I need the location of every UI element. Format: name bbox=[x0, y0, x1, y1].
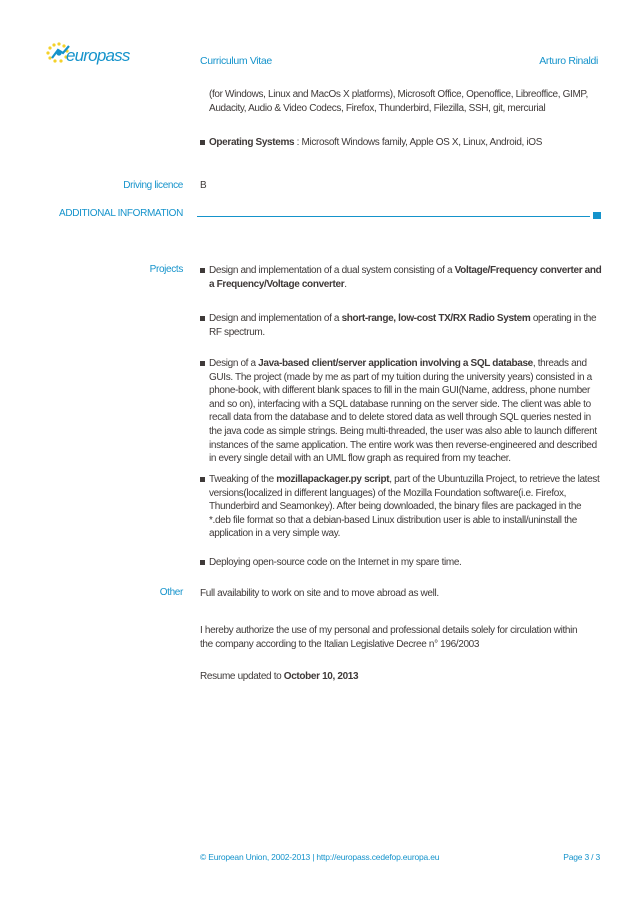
os-item: Operating Systems : Microsoft Windows family, Apple OS X, Linux, Android, iOS bbox=[209, 137, 543, 148]
bullet-icon bbox=[200, 361, 205, 366]
project-item: Deploying open-source code on the Internet in my spare time. bbox=[209, 557, 462, 568]
europass-logo-text: europass bbox=[66, 46, 130, 65]
other-label: Other bbox=[159, 587, 183, 598]
footer-copyright: © European Union, 2002-2013 | http://europass.cedefop.europa.eu bbox=[200, 852, 440, 862]
project-item: Design and implementation of a short-range, low-cost TX/RX Radio System operating in the RF spectrum. bbox=[209, 313, 597, 338]
footer-page-number: Page 3 / 3 bbox=[563, 852, 600, 862]
driving-licence-value: B bbox=[200, 180, 207, 191]
project-item: Design and implementation of a dual system consisting of a Voltage/Frequency converter and a Frequency/Voltage converter. bbox=[209, 265, 602, 290]
bullet-icon bbox=[200, 140, 205, 145]
section-divider bbox=[197, 216, 590, 217]
availability-text: Full availability to work on site and to move abroad as well. bbox=[200, 588, 439, 599]
cv-title: Curriculum Vitae bbox=[200, 55, 272, 67]
bullet-icon bbox=[200, 560, 205, 565]
project-item: Tweaking of the mozillapackager.py script, part of the Ubuntuzilla Project, to retrieve the latest versions(localized in different languages) of the Mozilla Foundation software(i.e. Firefox, Thunderbird and Seamonkey). After being downloaded, the binary files are packaged in the *.deb file format so that a debian-based Linux distribution user is able to install/uninstall the application in a very simple way. bbox=[209, 474, 600, 540]
section-title: ADDITIONAL INFORMATION bbox=[59, 208, 183, 219]
bullet-icon bbox=[200, 316, 205, 321]
projects-label: Projects bbox=[149, 264, 183, 275]
europass-logo bbox=[44, 40, 144, 70]
person-name: Arturo Rinaldi bbox=[539, 55, 598, 67]
project-item: Design of a Java-based client/server application involving a SQL database, threads and GUIs. The project (made by me as part of my tuition during the university years) consisted in a phone-book, with different blank spaces to fill in the main GUI(Name, address, phone number and so on), interfacing with a SQL database running on the server side. The client was able to recall data from the database and to delete stored data as well through SQL queries nested in the java code as simple strings. Being multi-threaded, the user was also able to launch different instances of the same application. The entire work was then reverse-engineered and described in every single detail with an UML flow graph as required from my teacher. bbox=[209, 358, 597, 465]
resume-updated: Resume updated to October 10, 2013 bbox=[200, 671, 359, 682]
authorization-text: I hereby authorize the use of my personal and professional details solely for circulation within the company according to the Italian Legislative Decree n° 196/2003 bbox=[200, 625, 578, 650]
software-list-continued: (for Windows, Linux and MacOs X platforms), Microsoft Office, Openoffice, Libreoffice, GIMP, Audacity, Audio & Video Codecs, Firefox, Thunderbird, Filezilla, SSH, git, mercurial bbox=[209, 89, 588, 114]
bullet-icon bbox=[200, 477, 205, 482]
driving-licence-label: Driving licence bbox=[123, 180, 183, 191]
bullet-icon bbox=[200, 268, 205, 273]
section-divider-end-icon bbox=[593, 212, 601, 219]
